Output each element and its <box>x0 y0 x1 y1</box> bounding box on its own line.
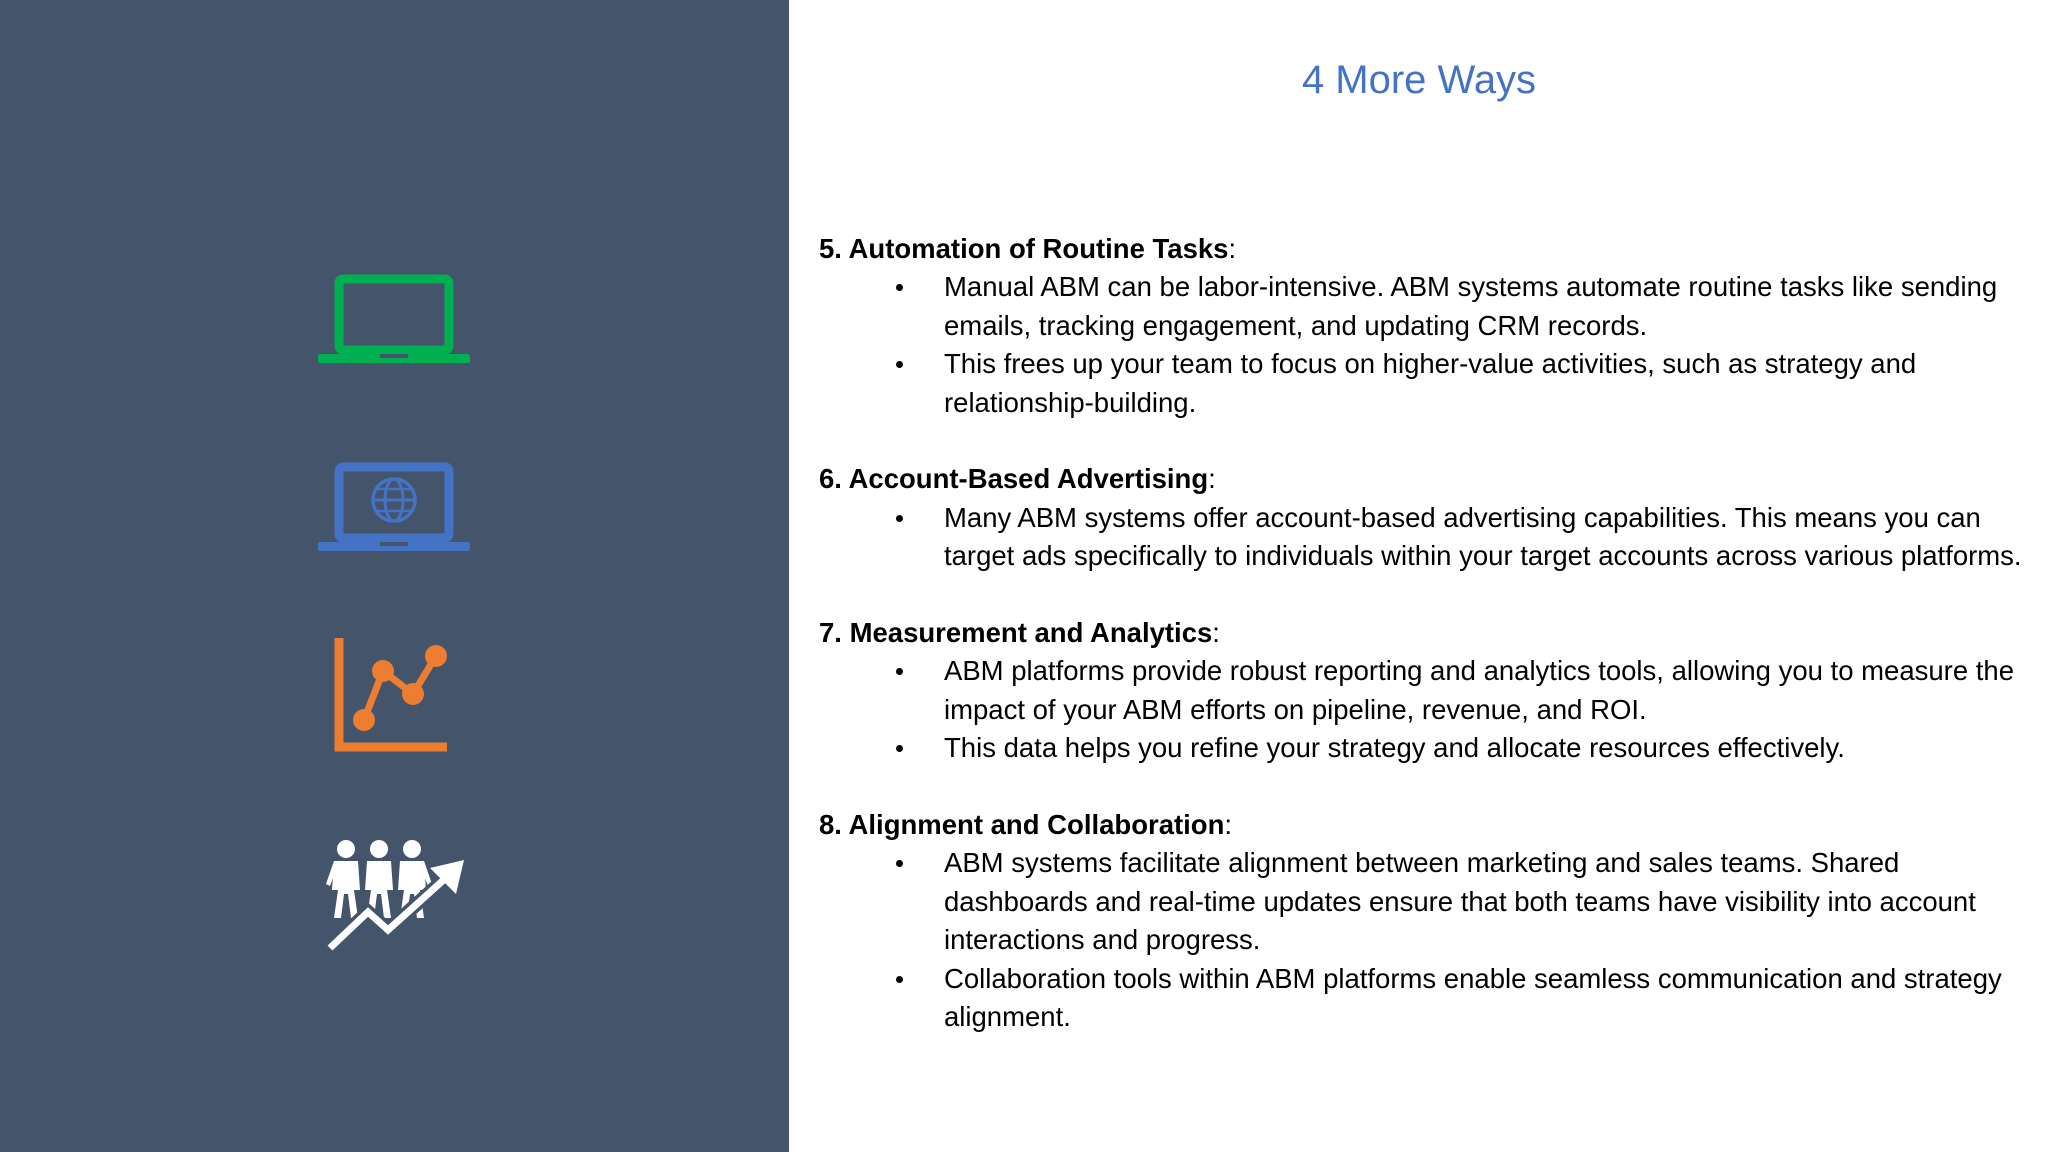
page-title: 4 More Ways <box>1301 58 1537 102</box>
section-alignment <box>819 806 2029 1036</box>
section-advertising <box>819 460 2029 575</box>
bullet-item: Manual ABM can be labor-intensive. ABM systems automate routine tasks like sending emails, tracking engagement, and updating CRM records. <box>819 268 2029 345</box>
bullet-item: ABM platforms provide robust reporting and analytics tools, allowing you to measure the impact of your ABM efforts on pipeline, revenue, and ROI. <box>819 652 2029 729</box>
bullet-list <box>819 844 2029 1036</box>
section-analytics <box>819 614 2029 768</box>
icon-panel <box>0 0 789 1152</box>
section-heading-colon: : <box>1212 617 1220 649</box>
section-heading <box>819 230 2029 268</box>
section-automation <box>819 230 2029 422</box>
section-heading-colon: : <box>1228 233 1237 264</box>
laptop-globe-icon <box>318 460 470 556</box>
section-heading <box>819 460 2029 498</box>
section-heading-text: 6. Account-Based Advertising <box>819 463 1209 495</box>
section-heading-colon: : <box>1208 463 1216 495</box>
bullet-item: Collaboration tools within ABM platforms enable seamless communication and strategy alignment. <box>819 960 2029 1037</box>
team-growth-icon <box>324 836 466 954</box>
content-body <box>819 230 2029 1036</box>
section-heading <box>819 614 2029 652</box>
bullet-list <box>819 268 2029 422</box>
section-heading <box>819 806 2029 844</box>
section-heading-text: 5. Automation of Routine Tasks <box>819 233 1229 264</box>
bullet-list <box>819 499 2029 576</box>
section-heading-colon: : <box>1224 809 1233 841</box>
bullet-list <box>819 652 2029 767</box>
bullet-item: ABM systems facilitate alignment between marketing and sales teams. Shared dashboards and real-time updates ensure that both teams have visibility into account interactions and progress. <box>819 844 2029 959</box>
section-heading-text: 7. Measurement and Analytics <box>819 617 1213 649</box>
line-chart-icon <box>334 636 450 754</box>
bullet-item: This data helps you refine your strategy and allocate resources effectively. <box>819 729 2029 767</box>
section-heading-text: 8. Alignment and Collaboration <box>819 809 1225 841</box>
bullet-item: Many ABM systems offer account-based advertising capabilities. This means you can target ads specifically to individuals within your target accounts across various platforms. <box>819 499 2029 576</box>
bullet-item: This frees up your team to focus on higher-value activities, such as strategy and relationship-building. <box>819 345 2029 422</box>
laptop-icon <box>318 272 470 368</box>
